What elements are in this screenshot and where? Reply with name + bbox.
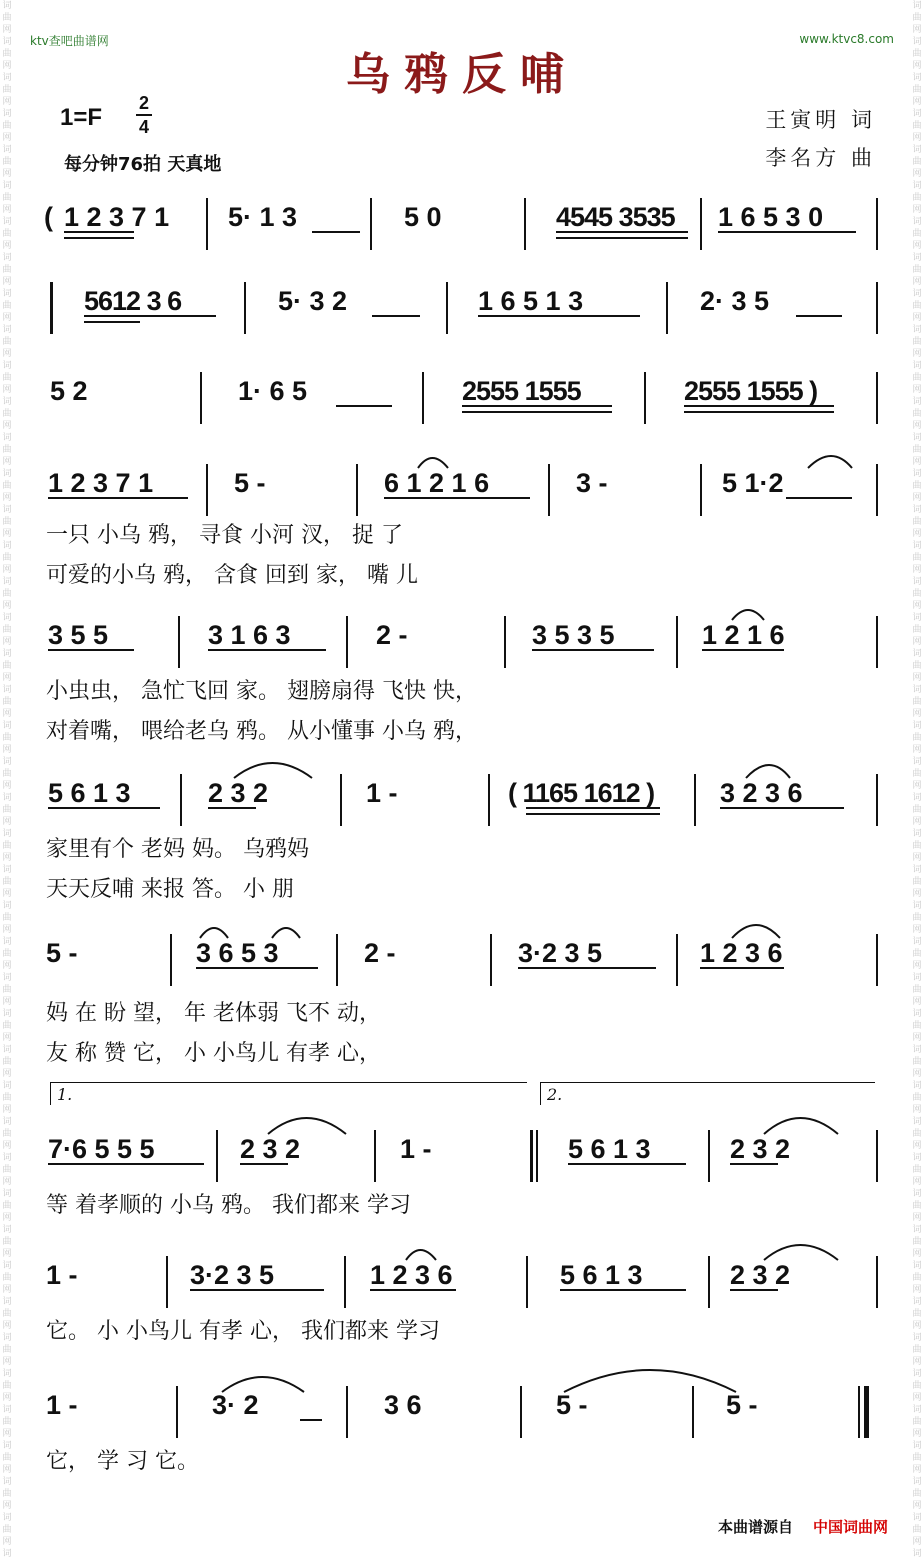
measure: 5 1·2 bbox=[722, 468, 784, 498]
barline bbox=[244, 282, 246, 334]
staff-line-8 bbox=[0, 1128, 924, 1218]
barline bbox=[490, 934, 492, 986]
volta-1 bbox=[50, 1082, 527, 1105]
watermark-left: 词 曲 网 词 曲 网 词 曲 网 词 曲 网 词 曲 网 词 曲 网 词 曲 网 词 曲 网 词 曲 网 词 曲 网 词 曲 网 词 曲 网 词 曲 网 词 曲 网 词 曲 网 词 曲 网 词 曲 网 词 曲 网 词 曲 网 词 曲 网 词 曲 网 词 曲 网 词 曲 网 词 曲 网 词 曲 网 词 曲 网 词 曲 网 词 曲 网 词 曲 网 词 曲 网 词 曲 网 词 曲 网 词 曲 网 词 曲 网 词 曲 网 词 曲 网 词 曲 网 词 曲 网 词 曲 网 词 曲 网 词 曲 网 词 曲 网 词 曲 网 词 bbox=[2, 1, 12, 1559]
barline bbox=[180, 774, 182, 826]
measure: 1 2 3 7 1 bbox=[48, 468, 154, 498]
barline bbox=[708, 1130, 710, 1182]
footer-source bbox=[718, 1516, 888, 1537]
lyric-line: 它。 小 小鸟儿 有孝 心， 我们都来 学习 bbox=[46, 1319, 440, 1344]
measure: 3 1 6 3 bbox=[208, 620, 291, 650]
barline bbox=[170, 934, 172, 986]
measure: 5 - bbox=[234, 468, 266, 498]
barline bbox=[876, 372, 878, 424]
barline bbox=[676, 934, 678, 986]
barline bbox=[876, 616, 878, 668]
measure: 5 - bbox=[726, 1390, 758, 1420]
barline bbox=[694, 774, 696, 826]
measure: 1 2 3 6 bbox=[370, 1260, 453, 1290]
lyric-verse2: 天天反哺 来报 答。 小 朋 bbox=[46, 877, 294, 902]
time-top: 2 bbox=[138, 93, 149, 113]
measure: 2 3 2 bbox=[730, 1134, 791, 1164]
lyric-line: 等 着孝顺的 小乌 鸦。 我们都来 学习 bbox=[46, 1193, 411, 1218]
measure: 5 6 1 3 bbox=[48, 778, 131, 808]
measure: 2 - bbox=[376, 620, 408, 650]
lyric-verse2: 可爱的小乌 鸦， 含食 回到 家， 嘴 儿 bbox=[46, 563, 418, 588]
barline bbox=[666, 282, 668, 334]
barline bbox=[876, 934, 878, 986]
barline bbox=[200, 372, 202, 424]
site-left[interactable]: ktv查吧曲谱网 bbox=[30, 34, 109, 48]
measure: 5 - bbox=[556, 1390, 588, 1420]
measure: 1 6 5 3 0 bbox=[718, 202, 824, 232]
barline bbox=[692, 1386, 694, 1438]
barline bbox=[178, 616, 180, 668]
measure: 2 3 2 bbox=[730, 1260, 791, 1290]
barline bbox=[876, 198, 878, 250]
barline bbox=[876, 464, 878, 516]
time-bottom: 4 bbox=[136, 114, 152, 138]
measure: 3·2 3 5 bbox=[190, 1260, 275, 1290]
staff-line-10 bbox=[0, 1384, 924, 1474]
song-title: 乌鸦反哺 bbox=[346, 49, 578, 100]
barline bbox=[524, 198, 526, 250]
tempo-marking: 每分钟76拍 天真地 bbox=[64, 154, 222, 175]
barline bbox=[446, 282, 448, 334]
measure: 5 2 bbox=[50, 376, 88, 406]
measure: 5 6 1 3 bbox=[568, 1134, 651, 1164]
lyricist: 王寅明 词 bbox=[765, 108, 876, 132]
lyric-verse1: 家里有个 老妈 妈。 乌鸦妈 bbox=[46, 837, 309, 862]
measure: 5 0 bbox=[404, 202, 442, 232]
barline bbox=[548, 464, 550, 516]
volta-1-label: 1. bbox=[57, 1085, 73, 1104]
final-barline-thick bbox=[864, 1386, 869, 1438]
barline bbox=[176, 1386, 178, 1438]
staff-line-5 bbox=[0, 614, 924, 744]
measure: 5· 1 3 bbox=[228, 202, 298, 232]
barline bbox=[346, 1386, 348, 1438]
barline bbox=[356, 464, 358, 516]
measure: 1 2 3 7 1 bbox=[64, 202, 170, 232]
barline bbox=[526, 1256, 528, 1308]
measure: 3 2 3 6 bbox=[720, 778, 803, 808]
measure: 3· 2 bbox=[212, 1390, 259, 1420]
barline bbox=[520, 1386, 522, 1438]
barline bbox=[700, 198, 702, 250]
barline bbox=[336, 934, 338, 986]
measure: 3 5 3 5 bbox=[532, 620, 615, 650]
measure: ( bbox=[44, 202, 53, 232]
measure: 1 - bbox=[46, 1260, 78, 1290]
staff-line-7 bbox=[0, 932, 924, 1066]
measure: 5 6 1 3 bbox=[560, 1260, 643, 1290]
measure: 5612 3 6 bbox=[84, 286, 182, 316]
barline bbox=[876, 282, 878, 334]
staff-line-9 bbox=[0, 1254, 924, 1344]
measure: 2555 1555 ) bbox=[684, 376, 818, 406]
barline bbox=[346, 616, 348, 668]
time-signature bbox=[136, 92, 152, 138]
staff-line-4 bbox=[0, 462, 924, 588]
measure: 5 - bbox=[46, 938, 78, 968]
footer-label: 本曲谱源自 bbox=[717, 1518, 793, 1536]
barline bbox=[206, 198, 208, 250]
measure: 2555 1555 bbox=[462, 376, 581, 406]
measure: 6 1 2 1 6 bbox=[384, 468, 490, 498]
barline bbox=[644, 372, 646, 424]
staff-line-6 bbox=[0, 772, 924, 902]
measure: 1 2 1 6 bbox=[702, 620, 785, 650]
site-right[interactable]: www.ktvc8.com bbox=[799, 32, 894, 46]
barline bbox=[340, 774, 342, 826]
measure: 1· 6 5 bbox=[238, 376, 308, 406]
barline bbox=[676, 616, 678, 668]
measure: 1 6 5 1 3 bbox=[478, 286, 584, 316]
lyric-verse2: 友 称 赞 它， 小 小鸟儿 有孝 心， bbox=[46, 1041, 381, 1066]
footer-site[interactable]: 中国词曲网 bbox=[812, 1518, 888, 1536]
measure: 3·2 3 5 bbox=[518, 938, 603, 968]
repeat-end bbox=[530, 1130, 533, 1182]
measure: 3 - bbox=[576, 468, 608, 498]
barline bbox=[536, 1130, 538, 1182]
measure: 3 6 5 3 bbox=[196, 938, 279, 968]
barline bbox=[422, 372, 424, 424]
barline bbox=[504, 616, 506, 668]
measure: 7·6 5 5 5 bbox=[48, 1134, 155, 1164]
volta-2-label: 2. bbox=[547, 1085, 563, 1104]
staff-line-3 bbox=[0, 370, 924, 460]
barline bbox=[344, 1256, 346, 1308]
lyric-verse1: 一只 小乌 鸦， 寻食 小河 汊， 捉 了 bbox=[46, 523, 403, 548]
barline bbox=[206, 464, 208, 516]
composer: 李名方 曲 bbox=[765, 146, 876, 170]
lyric-verse1: 小虫虫， 急忙飞回 家。 翅膀扇得 飞快 快， bbox=[46, 679, 477, 704]
staff-line-1 bbox=[0, 196, 924, 286]
final-barline-thin bbox=[858, 1386, 860, 1438]
lyric-verse2: 对着嘴， 喂给老乌 鸦。 从小懂事 小乌 鸦， bbox=[46, 719, 477, 744]
measure: 1 - bbox=[366, 778, 398, 808]
barline bbox=[876, 1130, 878, 1182]
measure: 2 - bbox=[364, 938, 396, 968]
measure: 1 - bbox=[400, 1134, 432, 1164]
measure: ( 1165 1612 ) bbox=[508, 778, 655, 808]
barline bbox=[216, 1130, 218, 1182]
measure: 1 2 3 6 bbox=[700, 938, 783, 968]
barline bbox=[488, 774, 490, 826]
barline bbox=[700, 464, 702, 516]
measure: 3 5 5 bbox=[48, 620, 109, 650]
watermark-right: 词 曲 网 词 曲 网 词 曲 网 词 曲 网 词 曲 网 词 曲 网 词 曲 网 词 曲 网 词 曲 网 词 曲 网 词 曲 网 词 曲 网 词 曲 网 词 曲 网 词 曲 网 词 曲 网 词 曲 网 词 曲 网 词 曲 网 词 曲 网 词 曲 网 词 曲 网 词 曲 网 词 曲 网 词 曲 网 词 曲 网 词 曲 网 词 曲 网 词 曲 网 词 曲 网 词 曲 网 词 曲 网 词 曲 网 词 曲 网 词 曲 网 词 曲 网 词 曲 网 词 曲 网 词 曲 网 词 曲 网 词 曲 网 词 曲 网 词 曲 网 词 bbox=[912, 1, 922, 1559]
barline bbox=[876, 1256, 878, 1308]
barline bbox=[370, 198, 372, 250]
barline bbox=[876, 774, 878, 826]
measure: 1 - bbox=[46, 1390, 78, 1420]
measure: 4545 3535 bbox=[556, 202, 675, 232]
staff-line-2 bbox=[0, 280, 924, 370]
measure: 5· 3 2 bbox=[278, 286, 348, 316]
lyric-verse1: 妈 在 盼 望， 年 老体弱 飞不 动， bbox=[46, 1001, 381, 1026]
repeat-start bbox=[50, 282, 53, 334]
lyric-line: 它， 学 习 它。 bbox=[46, 1449, 199, 1474]
barline bbox=[166, 1256, 168, 1308]
measure: 2 3 2 bbox=[208, 778, 269, 808]
barline bbox=[708, 1256, 710, 1308]
volta-2 bbox=[540, 1082, 875, 1105]
measure: 2 3 2 bbox=[240, 1134, 301, 1164]
barline bbox=[374, 1130, 376, 1182]
measure: 3 6 bbox=[384, 1390, 422, 1420]
key-signature: 1=F bbox=[60, 104, 103, 131]
measure: 2· 3 5 bbox=[700, 286, 770, 316]
